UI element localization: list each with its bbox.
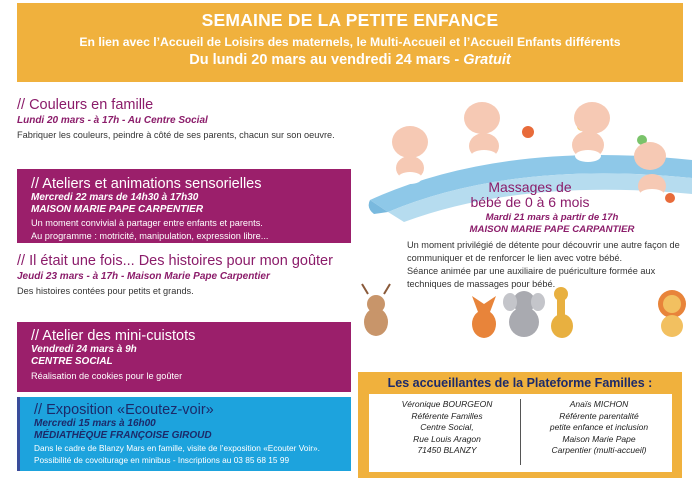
event-date: Lundi 20 mars - à 17h - Au Centre Social <box>17 115 208 126</box>
event-place: CENTRE SOCIAL <box>31 356 113 367</box>
event-description: Fabriquer les couleurs, peindre à côté de ses parents, chacun sur son oeuvre. <box>17 130 335 140</box>
contact-line: Anaïs MICHON <box>569 399 629 409</box>
contact-line: Centre Social, <box>420 422 474 432</box>
price-text: Gratuit <box>463 52 511 68</box>
plateforme-contacts <box>369 394 672 472</box>
event-description: Réalisation de cookies pour le goûter <box>31 371 183 381</box>
massage-date: Mardi 21 mars à partir de 17h <box>485 212 619 223</box>
event-description: Dans le cadre de Blanzy Mars en famille, visite de l’exposition «Ecouter Voir». <box>34 443 320 453</box>
massage-desc-2: Séance animée par une auxiliaire de puériculture formée aux techniques de massages pour bébé. <box>407 266 656 289</box>
lion-icon <box>658 290 686 337</box>
massage-description <box>407 239 687 291</box>
event-date: Jeudi 23 mars - à 17h - Maison Marie Pape Carpentier <box>17 271 270 282</box>
event-couleurs-en-famille <box>17 97 351 142</box>
event-ateliers-sensorielles <box>17 169 351 243</box>
event-il-etait-une-fois <box>17 253 351 298</box>
event-exposition-ecoutez-voir <box>17 397 351 471</box>
event-title: // Ateliers et animations sensorielles <box>31 176 262 192</box>
fox-icon <box>472 296 496 338</box>
plateforme-familles-box <box>358 372 682 478</box>
contact-line: Rue Louis Aragon <box>413 433 481 444</box>
contact-line: Carpentier (multi-accueil) <box>551 445 647 455</box>
contact-card-michon <box>529 399 669 457</box>
massage-desc-1: Un moment privilégié de détente pour découvrir une autre façon de communiquer et de renforcer le lien avec votre bébé. <box>407 240 680 263</box>
elephant-icon <box>503 291 545 337</box>
header-banner <box>17 3 683 82</box>
event-title: // Il était une fois... Des histoires pour mon goûter <box>17 253 333 269</box>
contact-line: Véronique BOURGEON <box>401 399 493 409</box>
giraffe-icon <box>551 287 573 338</box>
massage-title <box>455 180 605 210</box>
event-description-2: Possibilité de covoiturage en minibus - Inscriptions au 03 85 68 15 99 <box>34 454 290 465</box>
event-mini-cuistots <box>17 322 351 392</box>
contact-line: Référente Familles <box>411 410 483 421</box>
event-title: // Couleurs en famille <box>17 97 154 113</box>
dates-text: Du lundi 20 mars au vendredi 24 mars - <box>189 52 464 68</box>
contact-line: Référente parentalité <box>559 410 639 421</box>
event-date: Mercredi 22 mars de 14h30 à 17h30 <box>31 192 199 203</box>
event-description: Des histoires contées pour petits et grands. <box>17 286 194 296</box>
page-title: SEMAINE DE LA PETITE ENFANCE <box>201 10 499 30</box>
deer-icon <box>362 284 390 336</box>
event-date: Vendredi 24 mars à 9h <box>31 344 137 355</box>
contact-divider <box>520 399 521 465</box>
contact-card-bourgeon <box>377 399 517 457</box>
event-place: MÉDIATHÈQUE FRANÇOISE GIROUD <box>34 430 212 441</box>
event-description-2: Au programme : motricité, manipulation, expression libre... <box>31 230 269 241</box>
baby-figure <box>392 126 428 184</box>
contact-line: 71450 BLANZY <box>417 445 477 455</box>
page-subtitle: En lien avec l’Accueil de Loisirs des maternels, le Multi-Accueil et l’Accueil Enfants différents <box>79 35 621 49</box>
baby-figure <box>572 102 610 162</box>
contact-line: petite enfance et inclusion <box>549 422 649 432</box>
event-description: Un moment convivial à partager entre enfants et parents. <box>31 218 263 228</box>
plateforme-title: Les accueillantes de la Plateforme Familles : <box>387 376 653 390</box>
event-dates <box>17 52 683 68</box>
event-title: // Atelier des mini-cuistots <box>31 328 196 344</box>
contact-line: Maison Marie Pape <box>562 433 636 444</box>
massage-place: MAISON MARIE PAPE CARPANTIER <box>469 224 635 235</box>
baby-figure <box>464 102 500 162</box>
event-place: MAISON MARIE PAPE CARPENTIER <box>31 204 204 215</box>
massage-title-line2: bébé de 0 à 6 mois <box>470 194 590 210</box>
massage-date-place <box>427 212 677 236</box>
event-title: // Exposition «Ecoutez-voir» <box>34 402 214 418</box>
massage-title-line1: Massages de <box>488 179 572 195</box>
event-date: Mercredi 15 mars à 16h00 <box>34 418 156 429</box>
